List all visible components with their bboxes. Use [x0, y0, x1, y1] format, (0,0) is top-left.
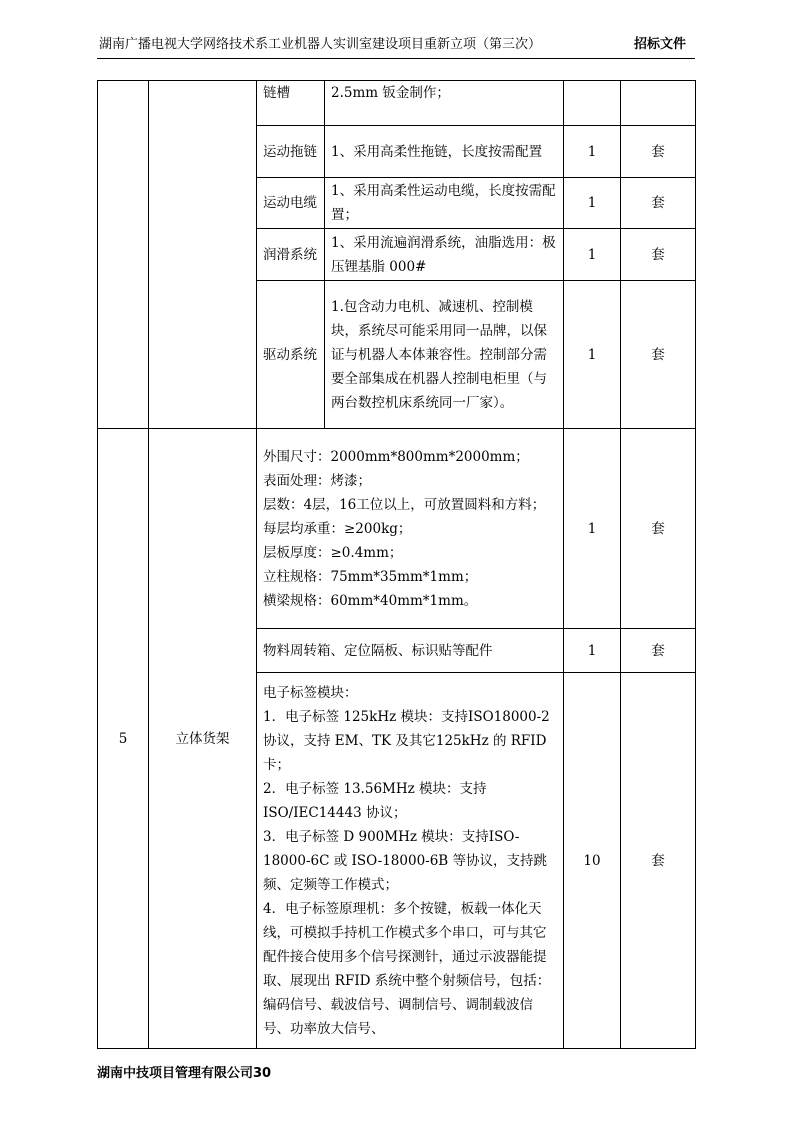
qty-cell: 10: [564, 673, 621, 1049]
spec-cell: 1、采用流遍润滑系统，油脂选用：极压锂基脂 000#: [325, 229, 564, 281]
spec-cell: 物料周转箱、定位隔板、标识贴等配件: [257, 629, 564, 673]
spec-cell: 1、采用高柔性拖链，长度按需配置: [325, 126, 564, 178]
header-rule: [97, 58, 695, 59]
qty-cell: [564, 81, 621, 126]
unit-cell: 套: [621, 629, 696, 673]
prev-item-name-cell: [149, 81, 257, 429]
header-doc-type: 招标文件: [633, 37, 686, 52]
qty-cell: 1: [564, 126, 621, 178]
qty-cell: 1: [564, 629, 621, 673]
component-cell: 运动电缆: [257, 178, 325, 229]
item-no-cell: 5: [98, 429, 149, 1049]
header-title: 湖南广播电视大学网络技术系工业机器人实训室建设项目重新立项（第三次）: [99, 37, 542, 52]
qty-cell: 1: [564, 429, 621, 629]
spec-cell: 外围尺寸：2000mm*800mm*2000mm； 表面处理：烤漆； 层数：4层，16工位以上，可放置圆料和方料； 每层均承重：≥200kg； 层板厚度：≥0.4mm； 立柱规格：75mm*35mm*1mm； 横梁规格：60mm*40mm*1mm。: [257, 429, 564, 629]
component-cell: 运动拖链: [257, 126, 325, 178]
spec-cell: 电子标签模块： 1．电子标签 125kHz 模块：支持ISO18000-2 协议，支持 EM、TK 及其它125kHz 的 RFID 卡； 2．电子标签 13.56MHz 模块：支持ISO/IEC14443 协议； 3．电子标签 D 900MHz 模块：支持ISO-18000-6C 或 ISO-18000-6B 等协议，支持跳频、定频等工作模式； 4．电子标签原理机：多个按键，板载一体化天线，可模拟手持机工作模式多个串口，可与其它配件接合使用多个信号探测针，通过示波器能提取、展现出 RFID 系统中整个射频信号，包括：编码信号、载波信号、调制信号、调制载波信号、功率放大信号、: [257, 673, 564, 1049]
component-cell: 驱动系统: [257, 281, 325, 429]
component-cell: 链槽: [257, 81, 325, 126]
unit-cell: 套: [621, 281, 696, 429]
unit-cell: 套: [621, 673, 696, 1049]
page-footer: 湖南中技项目管理有限公司30: [97, 1066, 272, 1081]
unit-cell: 套: [621, 126, 696, 178]
qty-cell: 1: [564, 281, 621, 429]
unit-cell: 套: [621, 229, 696, 281]
spec-cell: 2.5mm 钣金制作；: [325, 81, 564, 126]
item-name-cell: 立体货架: [149, 429, 257, 1049]
spec-cell: 1.包含动力电机、减速机、控制模块，系统尽可能采用同一品牌，以保证与机器人本体兼容性。控制部分需要全部集成在机器人控制电柜里（与两台数控机床系统同一厂家）。: [325, 281, 564, 429]
prev-item-no-cell: [98, 81, 149, 429]
qty-cell: 1: [564, 229, 621, 281]
component-cell: 润滑系统: [257, 229, 325, 281]
spec-table: [97, 80, 696, 1049]
spec-cell: 1、采用高柔性运动电缆，长度按需配置；: [325, 178, 564, 229]
qty-cell: 1: [564, 178, 621, 229]
unit-cell: 套: [621, 178, 696, 229]
table-row: [98, 429, 696, 629]
table-row: [98, 81, 696, 126]
page-header: [99, 36, 694, 54]
unit-cell: [621, 81, 696, 126]
unit-cell: 套: [621, 429, 696, 629]
